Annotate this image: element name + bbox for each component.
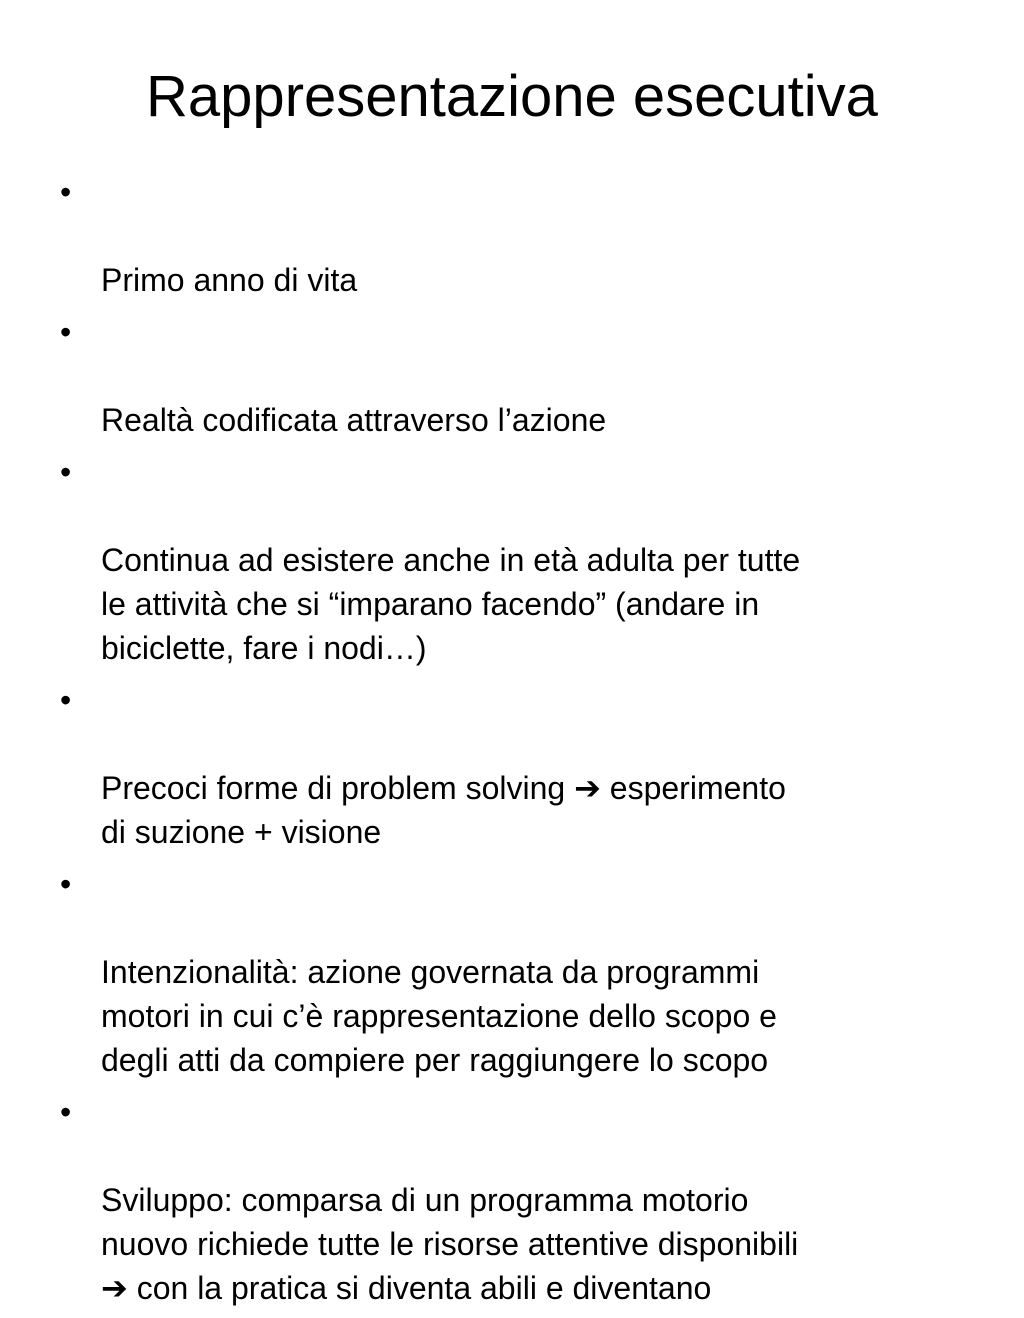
bullet-text: Realtà codificata attraverso l’azione — [101, 402, 607, 438]
bullet-dot: • — [60, 314, 72, 350]
bullet-item — [60, 450, 990, 670]
bullet-item — [60, 678, 990, 854]
bullet-item — [60, 1090, 990, 1310]
bullet-text: Precoci forme di problem solving ➔ esperimento di suzione + visione — [101, 770, 786, 850]
bullet-text: Sviluppo: comparsa di un programma motorio nuovo richiede tutte le risorse attentive disponibili ➔ con la pratica si diventa abili e diventano — [101, 1182, 799, 1306]
bullet-dot: • — [60, 866, 72, 902]
bullet-list — [60, 170, 990, 1318]
bullet-dot: • — [60, 682, 72, 718]
bullet-text: Continua ad esistere anche in età adulta per tutte le attività che si “imparano facendo” (andare in biciclette, fare i nodi…) — [101, 542, 801, 666]
slide-title: Rappresentazione esecutiva — [146, 64, 878, 129]
bullet-item — [60, 170, 990, 302]
bullet-text: Primo anno di vita — [101, 262, 358, 298]
bullet-dot: • — [60, 454, 72, 490]
bullet-dot: • — [60, 1094, 72, 1130]
bullet-item — [60, 310, 990, 442]
bullet-dot: • — [60, 174, 72, 210]
bullet-text: Intenzionalità: azione governata da programmi motori in cui c’è rappresentazione dello scopo e degli atti da compiere per raggiungere lo scopo — [101, 954, 777, 1078]
bullet-item — [60, 862, 990, 1082]
